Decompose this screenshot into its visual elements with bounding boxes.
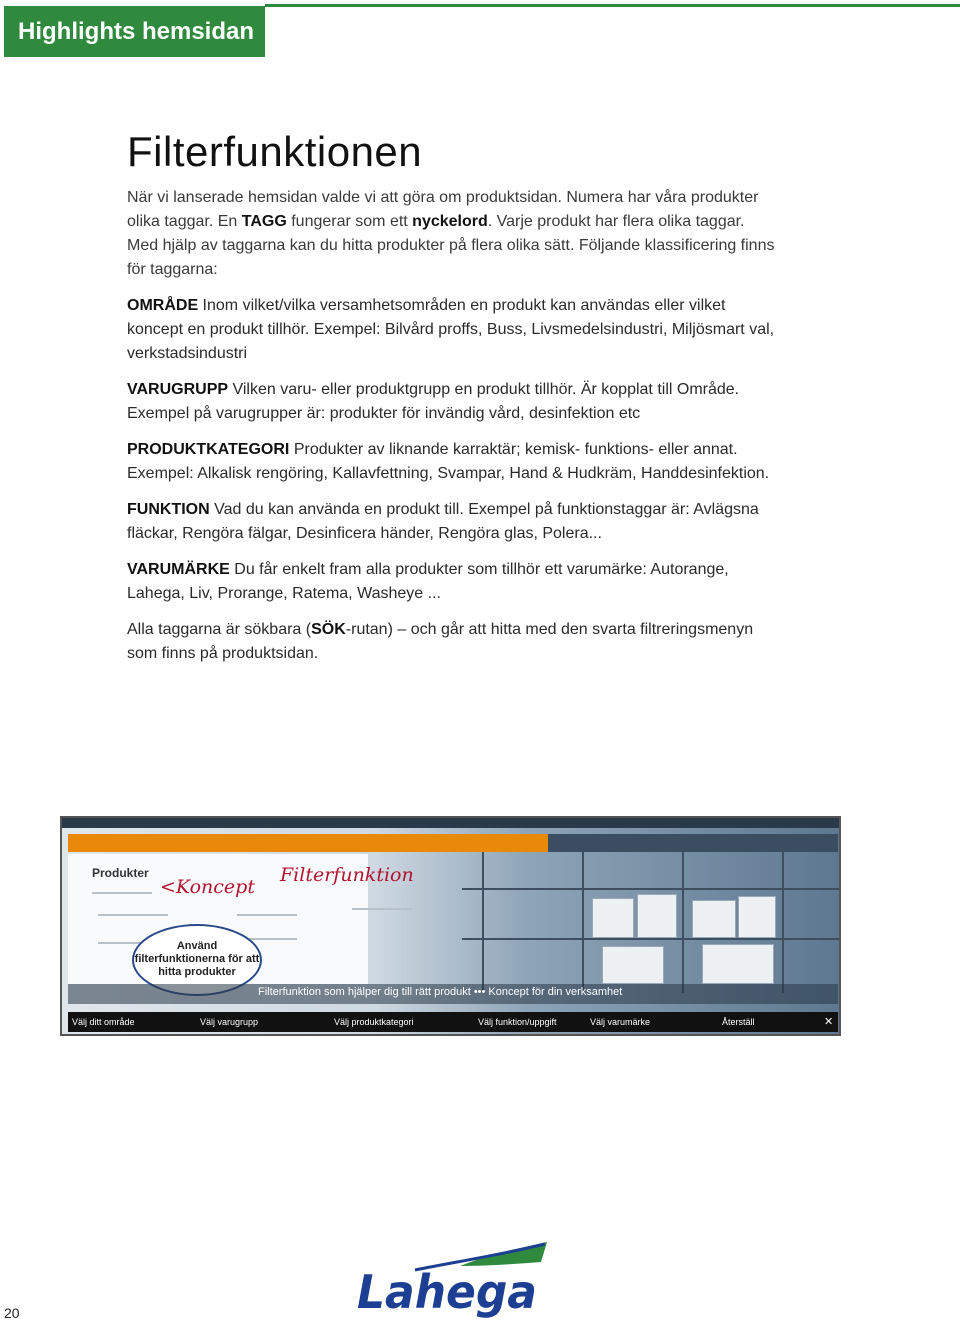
close-icon: ✕ <box>824 1016 834 1028</box>
warehouse-shelf <box>462 888 841 890</box>
filter-varugrupp: Välj varugrupp <box>200 1017 259 1027</box>
tag-description: Du får enkelt fram alla produkter som tillhör ett varumärke: Autorange, Lahega, Liv, Prorange, Ratema, Washeye ... <box>127 561 729 602</box>
page-title: Filterfunktionen <box>127 128 423 175</box>
tag-funktion <box>127 498 777 546</box>
screenshot-koncept-annotation: <Koncept <box>160 876 255 898</box>
screenshot-nav-dark <box>548 834 838 852</box>
warehouse-box <box>738 896 776 938</box>
screenshot-nav-orange <box>68 834 548 852</box>
tag-description: Vilken varu- eller produktgrupp en produkt tillhör. Är kopplat till Område. Exempel på varugrupper är: produkter för invändig vård, desinfektion etc <box>127 381 740 422</box>
closing-text: Alla taggarna är sökbara ( <box>127 621 312 638</box>
tag-term: OMRÅDE <box>127 297 199 314</box>
body-text <box>127 186 777 678</box>
tag-term: PRODUKTKATEGORI <box>127 441 290 458</box>
filter-omrade: Välj ditt område <box>72 1017 135 1027</box>
warehouse-box <box>692 900 736 938</box>
section-tab: Highlights hemsidan <box>4 6 265 57</box>
screenshot-topbar <box>62 818 839 828</box>
text-line <box>92 892 152 894</box>
text-line <box>98 914 168 916</box>
closing-term-sok: SÖK <box>311 621 346 638</box>
tag-description: Produkter av liknande karraktär; kemisk- funktions- eller annat. Exempel: Alkalisk rengöring, Kallavfettning, Svampar, Hand & Hudkräm, Handdesinfektion. <box>127 441 770 482</box>
intro-text: fungerar som ett <box>286 213 413 230</box>
logo-wordmark: Lahega <box>357 1265 537 1319</box>
intro-text: . Varje produkt har flera olika taggar. Med hjälp av taggarna kan du hitta produkter på flera olika sätt. Följande klassificering finns för taggarna: <box>127 213 775 278</box>
filter-funktion: Välj funktion/uppgift <box>478 1017 557 1027</box>
screenshot-produkter-heading: Produkter <box>92 866 149 880</box>
warehouse-shelf <box>782 838 784 993</box>
warehouse-box <box>637 894 677 938</box>
intro-text: När vi lanserade hemsidan valde vi att göra om produktsidan. Numera har våra produkter olika taggar. En <box>127 189 759 230</box>
text-line <box>352 908 412 910</box>
filter-varumarke: Välj varumärke <box>590 1017 651 1027</box>
tag-term: FUNKTION <box>127 501 210 518</box>
tag-description: Vad du kan använda en produkt till. Exempel på funktionstaggar är: Avlägsna fläckar, Rengöra fälgar, Desinficera händer, Rengöra glas, Polera... <box>127 501 759 542</box>
warehouse-shelf <box>482 838 484 993</box>
screenshot-caption: Filterfunktion som hjälper dig till rätt produkt ••• Koncept för din verksamhet <box>258 986 623 998</box>
tag-varugrupp <box>127 378 777 426</box>
tag-term: VARUMÄRKE <box>127 561 230 578</box>
warehouse-box <box>592 898 634 938</box>
screenshot-filterfunktion-annotation: Filterfunktion <box>280 864 414 886</box>
warehouse-box <box>602 946 664 984</box>
filter-reset: Återställ <box>722 1017 755 1027</box>
tag-produktkategori <box>127 438 777 486</box>
tag-varumarke <box>127 558 777 606</box>
header-rule <box>265 4 960 7</box>
screenshot-filter-menu <box>68 1012 838 1032</box>
text-line <box>237 914 297 916</box>
tag-description: Inom vilket/vilka versamhetsområden en produkt kan användas eller vilket koncept en produkt tillhör. Exempel: Bilvård proffs, Buss, Livsmedelsindustri, Miljösmart val, verkstadsindustri <box>127 297 775 362</box>
website-screenshot <box>60 816 841 1036</box>
warehouse-box <box>702 944 774 984</box>
closing-paragraph <box>127 618 777 666</box>
lahega-logo <box>355 1240 550 1322</box>
warehouse-shelf <box>682 838 684 993</box>
closing-text: -rutan) – och går att hitta med den svarta filtreringsmenyn som finns på produktsidan. <box>127 621 754 662</box>
intro-term-nyckelord: nyckelord <box>412 213 488 230</box>
screenshot-speech-bubble: Använd filterfunktionerna för att hitta produkter <box>132 924 262 996</box>
tag-term: VARUGRUPP <box>127 381 229 398</box>
page-number: 20 <box>4 1305 20 1321</box>
warehouse-shelf <box>582 838 584 993</box>
intro-term-tagg: TAGG <box>241 213 287 230</box>
filter-produktkategori: Välj produktkategori <box>334 1017 414 1027</box>
warehouse-shelf <box>462 938 841 940</box>
intro-paragraph <box>127 186 777 282</box>
tag-omrade <box>127 294 777 366</box>
